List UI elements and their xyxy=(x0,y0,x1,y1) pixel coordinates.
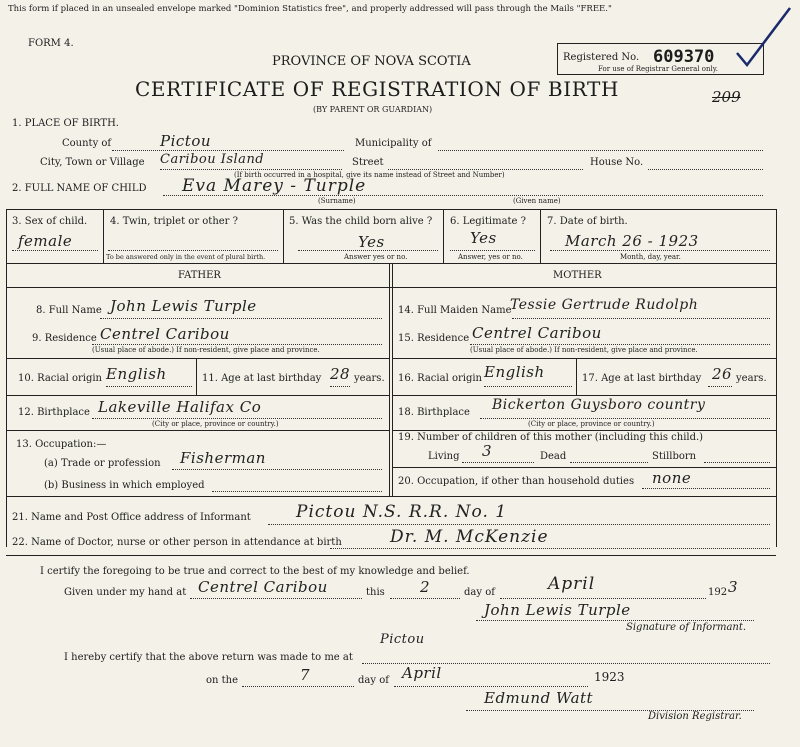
doctor-label: 22. Name of Doctor, nurse or other person in attendance at birth xyxy=(12,537,342,548)
children-label: 19. Number of children of this mother (including this child.) xyxy=(398,432,704,443)
alive-note: Answer yes or no. xyxy=(344,253,408,261)
mother-occupation-label: 20. Occupation, if other than household duties xyxy=(398,476,635,487)
registrar-label: Division Registrar. xyxy=(648,711,742,722)
trade-value: Fisherman xyxy=(180,449,266,467)
business-label: (b) Business in which employed xyxy=(44,480,205,491)
mother-heading: MOTHER xyxy=(553,270,602,281)
child-name-value: Eva Marey - Turple xyxy=(182,176,367,196)
mother-name-label: 14. Full Maiden Name xyxy=(398,305,512,316)
doctor-value: Dr. M. McKenzie xyxy=(390,527,549,547)
street-label: Street xyxy=(352,157,384,168)
informant-label: 21. Name and Post Office address of Informant xyxy=(12,512,251,523)
city-value: Caribou Island xyxy=(160,152,265,167)
this-label: this xyxy=(366,587,385,598)
on-the-label: on the xyxy=(206,675,239,686)
given-under-label: Given under my hand at xyxy=(64,587,187,598)
informant-value: Pictou N.S. R.R. No. 1 xyxy=(296,502,508,522)
mother-name-value: Tessie Gertrude Rudolph xyxy=(510,297,699,313)
dob-label: 7. Date of birth. xyxy=(547,216,628,227)
given-place-value: Centrel Caribou xyxy=(198,578,328,596)
registered-note: For use of Registrar General only. xyxy=(598,65,718,73)
registrar-signature: Edmund Watt xyxy=(484,689,594,707)
corner-number: 209 xyxy=(712,88,741,106)
dob-value: March 26 - 1923 xyxy=(565,232,699,250)
father-racial-value: English xyxy=(106,365,167,383)
return-day-value: 7 xyxy=(300,666,311,684)
mother-racial-label: 16. Racial origin xyxy=(398,373,482,384)
informant-signature: John Lewis Turple xyxy=(484,601,631,619)
dead-label: Dead xyxy=(540,451,567,462)
return-day-of-label: day of xyxy=(358,675,389,686)
province-title: PROVINCE OF NOVA SCOTIA xyxy=(272,54,471,69)
given-name-note: (Given name) xyxy=(513,197,561,205)
form-number: FORM 4. xyxy=(28,38,74,49)
legitimate-value: Yes xyxy=(470,229,497,247)
place-heading: 1. PLACE OF BIRTH. xyxy=(12,118,119,129)
mother-residence-label: 15. Residence xyxy=(398,333,470,344)
hospital-note: (If birth occurred in a hospital, give its name instead of Street and Number) xyxy=(234,171,505,179)
father-residence-note: (Usual place of abode.) If non-resident, give place and province. xyxy=(92,346,320,354)
alive-value: Yes xyxy=(358,233,385,251)
given-day-value: 2 xyxy=(420,578,431,596)
father-residence-label: 9. Residence xyxy=(32,333,97,344)
father-racial-label: 10. Racial origin xyxy=(18,373,102,384)
certificate-title: CERTIFICATE OF REGISTRATION OF BIRTH xyxy=(135,77,620,101)
registration-number: 609370 xyxy=(653,47,715,67)
certify-text: I certify the foregoing to be true and correct to the best of my knowledge and belief. xyxy=(40,566,470,577)
mother-occupation-value: none xyxy=(652,469,692,487)
city-label: City, Town or Village xyxy=(40,157,145,168)
dob-note: Month, day, year. xyxy=(620,253,681,261)
father-birthplace-label: 12. Birthplace xyxy=(18,407,90,418)
registration-box xyxy=(557,43,764,75)
house-label: House No. xyxy=(590,157,644,168)
father-age-value: 28 xyxy=(330,365,351,383)
mother-birthplace-note: (City or place, province or country.) xyxy=(528,420,655,428)
check-mark xyxy=(735,5,795,70)
return-month-value: April xyxy=(402,664,442,682)
twin-label: 4. Twin, triplet or other ? xyxy=(110,216,238,227)
father-heading: FATHER xyxy=(178,270,221,281)
mother-age-label: 17. Age at last birthday xyxy=(582,373,702,384)
year-prefix: 192 xyxy=(708,587,728,598)
municipality-label: Municipality of xyxy=(355,138,432,149)
given-month-value: April xyxy=(548,574,596,594)
living-label: Living xyxy=(428,451,460,462)
sex-value: female xyxy=(18,232,73,250)
mother-residence-note: (Usual place of abode.) If non-resident, give place and province. xyxy=(470,346,698,354)
father-age-label: 11. Age at last birthday xyxy=(202,373,322,384)
twin-note: To be answered only in the event of plural birth. xyxy=(106,253,266,261)
mother-residence-value: Centrel Caribou xyxy=(472,324,602,342)
father-name-value: John Lewis Turple xyxy=(110,297,257,315)
county-value: Pictou xyxy=(160,132,212,150)
child-name-label: 2. FULL NAME OF CHILD xyxy=(12,183,147,194)
certificate-subtitle: (BY PARENT OR GUARDIAN) xyxy=(313,105,433,114)
father-years-label: years. xyxy=(354,373,385,384)
stillborn-label: Stillborn xyxy=(652,451,697,462)
legitimate-note: Answer, yes or no. xyxy=(458,253,523,261)
living-value: 3 xyxy=(482,442,493,460)
alive-label: 5. Was the child born alive ? xyxy=(289,216,433,227)
father-name-label: 8. Full Name xyxy=(36,305,102,316)
mother-years-label: years. xyxy=(736,373,767,384)
mother-age-value: 26 xyxy=(712,365,733,383)
occupation-label: 13. Occupation:— xyxy=(16,439,107,450)
county-label: County of xyxy=(62,138,112,149)
mother-birthplace-label: 18. Birthplace xyxy=(398,407,470,418)
father-birthplace-value: Lakeville Halifax Co xyxy=(98,398,262,416)
mail-notice: This form if placed in an unsealed envelope marked "Dominion Statistics free", and properly addressed will pass through the Mails "FREE." xyxy=(8,4,612,14)
surname-note: (Surname) xyxy=(318,197,356,205)
return-year-value: 1923 xyxy=(594,670,625,684)
sex-label: 3. Sex of child. xyxy=(12,216,88,227)
registered-label: Registered No. xyxy=(563,52,640,63)
return-text: I hereby certify that the above return was made to me at xyxy=(64,652,353,663)
day-of-label: day of xyxy=(464,587,495,598)
legitimate-label: 6. Legitimate ? xyxy=(450,216,527,227)
given-year-value: 3 xyxy=(728,578,739,596)
return-place-value: Pictou xyxy=(380,632,425,647)
mother-racial-value: English xyxy=(484,363,545,381)
father-birthplace-note: (City or place, province or country.) xyxy=(152,420,279,428)
mother-birthplace-value: Bickerton Guysboro country xyxy=(492,397,706,413)
trade-label: (a) Trade or profession xyxy=(44,458,161,469)
father-residence-value: Centrel Caribou xyxy=(100,325,230,343)
signature-label: Signature of Informant. xyxy=(626,622,747,633)
